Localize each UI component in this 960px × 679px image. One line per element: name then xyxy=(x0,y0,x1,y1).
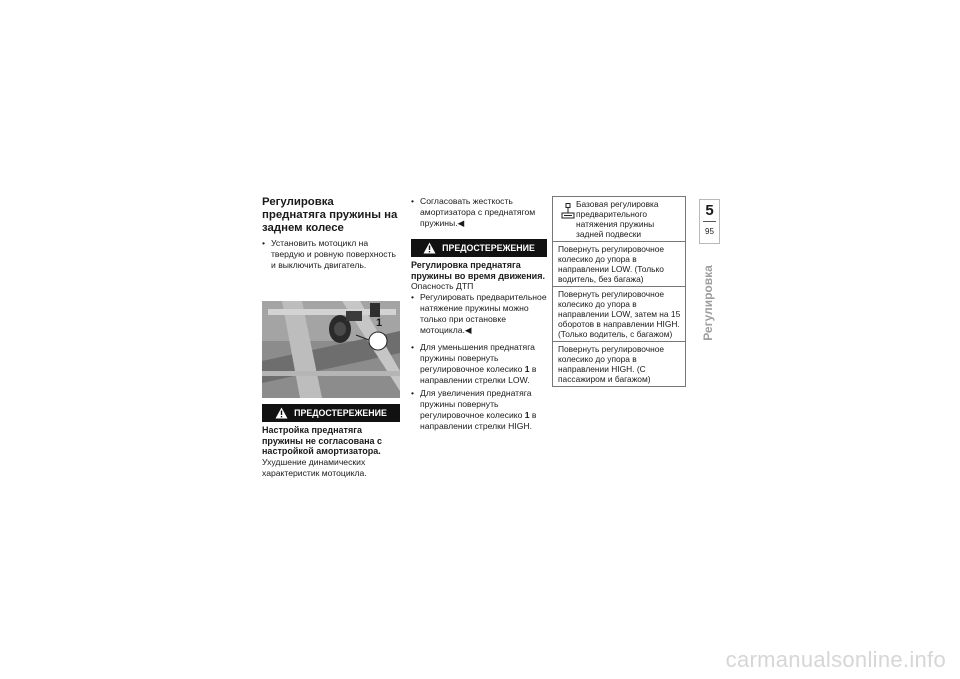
list-item-text: в направлении стрелки LOW. xyxy=(420,364,537,385)
steps-list xyxy=(262,238,400,271)
list-item xyxy=(411,342,547,386)
table-header xyxy=(553,197,686,242)
table-header-text: Базовая регулировка предварительного натяжения пружины задней подвески xyxy=(576,199,659,239)
warning-icon xyxy=(275,407,288,419)
list-item-text: в направлении стрелки HIGH. xyxy=(420,410,537,431)
table-row: Повернуть регулировочное колесико до упора в направлении LOW, затем на 15 оборотов в направлении HIGH. (Только водитель, с багажом) xyxy=(553,287,686,342)
list-item-text: Для уменьшения преднатяга пружины повернуть регулировочное колесико xyxy=(420,342,535,374)
left-column xyxy=(262,196,400,479)
warning-icon xyxy=(423,242,436,254)
list-item xyxy=(411,388,547,432)
page-number: 95 xyxy=(705,227,714,236)
chapter-name: Регулировка xyxy=(701,265,715,341)
warning-body: Опасность ДТП xyxy=(411,281,474,291)
middle-column xyxy=(411,196,547,434)
callout-number: 1 xyxy=(524,364,530,374)
steps-list xyxy=(411,342,547,432)
warning-list xyxy=(411,292,547,336)
warning-banner-label: ПРЕДОСТЕРЕЖЕНИЕ xyxy=(294,407,387,418)
warning-body: Ухудшение динамических характеристик мотоцикла. xyxy=(262,456,367,478)
settings-table xyxy=(552,196,686,387)
chapter-marker xyxy=(699,199,720,244)
chapter-divider xyxy=(703,221,716,222)
warning-title: Регулировка преднатяга пружины во время движения. xyxy=(411,260,545,281)
warning-banner-label: ПРЕДОСТЕРЕЖЕНИЕ xyxy=(442,242,535,253)
warning-banner xyxy=(262,404,400,422)
watermark: carmanualsonline.info xyxy=(725,647,946,672)
list-item-text: Для увеличения преднатяга пружины повернуть регулировочное колесико xyxy=(420,388,532,420)
warning-banner xyxy=(411,239,547,257)
section-title: Регулировка преднатяга пружины на заднем колесе xyxy=(262,196,398,234)
list-item: • Установить мотоцикл на твердую и ровную поверхность и выключить двигатель. xyxy=(262,238,400,271)
callout-number: 1 xyxy=(524,410,530,420)
photo-callout-label: 1 xyxy=(375,317,383,329)
steps-list xyxy=(411,196,547,229)
suspension-tool-icon xyxy=(561,203,575,219)
chapter-number: 5 xyxy=(705,202,714,219)
shock-absorber-photo xyxy=(262,301,400,398)
list-item: • Регулировать предварительное натяжение пружины можно только при остановке мотоцикла.◀ xyxy=(411,292,547,336)
warning-title: Настройка преднатяга пружины не согласована с настройкой амортизатора. xyxy=(262,425,383,456)
chapter-tab xyxy=(701,248,715,358)
table-row: Повернуть регулировочное колесико до упора в направлении HIGH. (С пассажиром и багажом) xyxy=(553,342,686,387)
list-item: • Согласовать жесткость амортизатора с преднатягом пружины.◀ xyxy=(411,196,547,229)
table-row: Повернуть регулировочное колесико до упора в направлении LOW. (Только водитель, без багажа) xyxy=(553,242,686,287)
